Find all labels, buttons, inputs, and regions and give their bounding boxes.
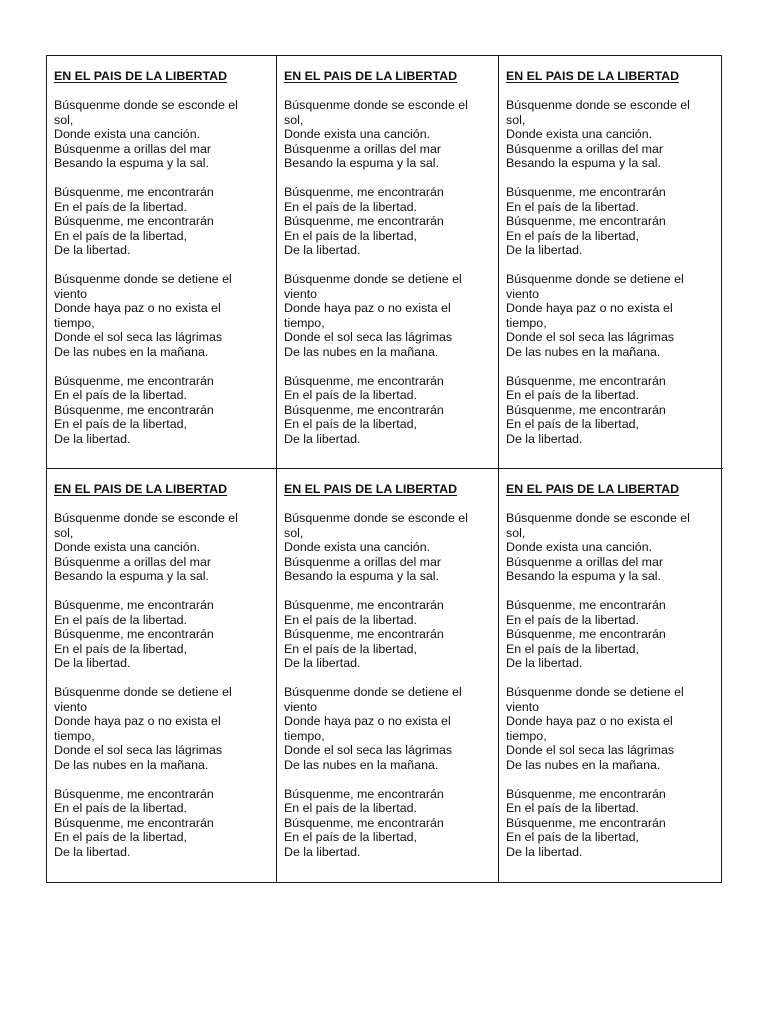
lyric-line: sol, bbox=[506, 525, 526, 540]
song-sheet-grid bbox=[46, 55, 722, 883]
lyric-line: Búsquenme donde se esconde el bbox=[54, 98, 238, 112]
song-lyrics bbox=[284, 511, 492, 859]
lyric-line: Búsquenme, me encontrarán bbox=[54, 402, 214, 417]
lyric-line: Búsquenme, me encontrarán bbox=[284, 402, 444, 417]
lyric-line: De la libertad. bbox=[284, 844, 361, 859]
stanza bbox=[506, 98, 717, 171]
lyric-line: De la libertad. bbox=[54, 844, 131, 859]
lyric-line: tiempo, bbox=[54, 315, 95, 330]
stanza bbox=[284, 98, 492, 171]
lyric-line: En el país de la libertad. bbox=[506, 388, 639, 403]
lyric-line: Búsquenme donde se esconde el bbox=[506, 511, 690, 525]
lyric-line: En el país de la libertad. bbox=[284, 801, 417, 816]
song-lyrics bbox=[54, 511, 270, 859]
lyric-line: Besando la espuma y la sal. bbox=[284, 156, 439, 171]
lyric-line: De la libertad. bbox=[54, 656, 131, 671]
lyric-line: Búsquenme a orillas del mar bbox=[506, 554, 664, 569]
lyric-line: En el país de la libertad, bbox=[506, 830, 639, 845]
song-title: EN EL PAIS DE LA LIBERTAD bbox=[506, 482, 680, 496]
lyric-line: Búsquenme, me encontrarán bbox=[54, 214, 214, 229]
lyric-line: Búsquenme, me encontrarán bbox=[54, 184, 214, 199]
lyric-line: Donde exista una canción. bbox=[54, 127, 201, 142]
lyric-line: Donde exista una canción. bbox=[284, 127, 431, 142]
lyric-line: Búsquenme donde se esconde el bbox=[284, 98, 468, 112]
lyric-line: Donde haya paz o no exista el bbox=[506, 714, 673, 729]
lyric-line: Búsquenme, me encontrarán bbox=[506, 214, 666, 229]
lyric-line: En el país de la libertad. bbox=[54, 199, 187, 214]
song-lyrics bbox=[54, 98, 270, 446]
lyric-line: De las nubes en la mañana. bbox=[54, 757, 209, 772]
lyric-line: sol, bbox=[284, 525, 304, 540]
lyric-line: viento bbox=[506, 286, 540, 301]
song-title: EN EL PAIS DE LA LIBERTAD bbox=[54, 69, 228, 83]
lyric-line: Búsquenme donde se esconde el bbox=[284, 511, 468, 525]
lyric-line: De la libertad. bbox=[54, 431, 131, 446]
lyric-line: Búsquenme, me encontrarán bbox=[54, 627, 214, 642]
lyric-line: Búsquenme, me encontrarán bbox=[284, 597, 444, 612]
lyric-line: sol, bbox=[54, 112, 74, 127]
song-lyrics bbox=[284, 98, 492, 446]
stanza bbox=[54, 98, 270, 171]
lyric-line: Donde el sol seca las lágrimas bbox=[284, 330, 453, 345]
lyric-line: Búsquenme, me encontrarán bbox=[506, 402, 666, 417]
lyric-line: Donde haya paz o no exista el bbox=[54, 714, 221, 729]
lyric-line: De las nubes en la mañana. bbox=[506, 344, 661, 359]
lyric-line: De las nubes en la mañana. bbox=[284, 757, 439, 772]
song-title: EN EL PAIS DE LA LIBERTAD bbox=[284, 69, 458, 83]
lyric-line: Búsquenme, me encontrarán bbox=[506, 597, 666, 612]
lyric-line: En el país de la libertad. bbox=[284, 612, 417, 627]
lyric-line: Búsquenme a orillas del mar bbox=[284, 141, 442, 156]
lyric-line: De la libertad. bbox=[284, 243, 361, 258]
lyric-line: tiempo, bbox=[506, 728, 547, 743]
lyric-line: Búsquenme, me encontrarán bbox=[506, 184, 666, 199]
lyric-line: En el país de la libertad, bbox=[506, 641, 639, 656]
lyric-line: Donde haya paz o no exista el bbox=[54, 301, 221, 316]
stanza bbox=[284, 598, 492, 671]
lyric-line: Donde el sol seca las lágrimas bbox=[284, 743, 453, 758]
lyric-line: En el país de la libertad. bbox=[506, 199, 639, 214]
song-title: EN EL PAIS DE LA LIBERTAD bbox=[506, 69, 680, 83]
lyric-line: viento bbox=[506, 699, 540, 714]
lyric-line: De la libertad. bbox=[506, 844, 583, 859]
lyric-line: Búsquenme, me encontrarán bbox=[54, 597, 214, 612]
lyric-line: tiempo, bbox=[506, 315, 547, 330]
lyric-line: Donde el sol seca las lágrimas bbox=[54, 330, 223, 345]
lyric-line: Donde haya paz o no exista el bbox=[284, 714, 451, 729]
stanza bbox=[54, 685, 270, 773]
lyric-line: Búsquenme, me encontrarán bbox=[284, 627, 444, 642]
song-card bbox=[277, 469, 499, 882]
lyric-line: En el país de la libertad. bbox=[54, 612, 187, 627]
lyric-line: Búsquenme donde se detiene el bbox=[506, 271, 684, 286]
lyric-line: En el país de la libertad, bbox=[54, 830, 187, 845]
song-lyrics bbox=[506, 98, 717, 446]
lyric-line: Donde exista una canción. bbox=[54, 540, 201, 555]
lyric-line: Búsquenme, me encontrarán bbox=[54, 815, 214, 830]
stanza bbox=[284, 272, 492, 360]
lyric-line: sol, bbox=[54, 525, 74, 540]
lyric-line: Búsquenme a orillas del mar bbox=[506, 141, 664, 156]
stanza bbox=[506, 685, 717, 773]
song-title: EN EL PAIS DE LA LIBERTAD bbox=[54, 482, 228, 496]
lyric-line: viento bbox=[54, 286, 88, 301]
lyric-line: Donde el sol seca las lágrimas bbox=[54, 743, 223, 758]
lyric-line: Búsquenme, me encontrarán bbox=[506, 373, 666, 388]
lyric-line: Búsquenme donde se detiene el bbox=[54, 684, 232, 699]
song-card bbox=[47, 56, 277, 469]
stanza bbox=[506, 185, 717, 258]
stanza bbox=[506, 598, 717, 671]
lyric-line: viento bbox=[284, 286, 318, 301]
song-card bbox=[499, 469, 723, 882]
lyric-line: En el país de la libertad, bbox=[54, 417, 187, 432]
stanza bbox=[54, 272, 270, 360]
lyric-line: De las nubes en la mañana. bbox=[506, 757, 661, 772]
lyric-line: Búsquenme donde se esconde el bbox=[54, 511, 238, 525]
lyric-line: En el país de la libertad, bbox=[54, 641, 187, 656]
lyric-line: Búsquenme donde se detiene el bbox=[54, 271, 232, 286]
lyric-line: Búsquenme, me encontrarán bbox=[284, 815, 444, 830]
lyric-line: Donde haya paz o no exista el bbox=[506, 301, 673, 316]
lyric-line: tiempo, bbox=[284, 728, 325, 743]
song-card bbox=[47, 469, 277, 882]
lyric-line: Besando la espuma y la sal. bbox=[54, 569, 209, 584]
lyric-line: Búsquenme, me encontrarán bbox=[506, 815, 666, 830]
lyric-line: Búsquenme, me encontrarán bbox=[54, 786, 214, 801]
lyric-line: De la libertad. bbox=[284, 431, 361, 446]
lyric-line: De la libertad. bbox=[506, 656, 583, 671]
lyric-line: Donde exista una canción. bbox=[506, 127, 653, 142]
lyric-line: En el país de la libertad. bbox=[54, 801, 187, 816]
lyric-line: Búsquenme donde se detiene el bbox=[506, 684, 684, 699]
lyric-line: De la libertad. bbox=[284, 656, 361, 671]
lyric-line: Búsquenme, me encontrarán bbox=[284, 786, 444, 801]
lyric-line: viento bbox=[284, 699, 318, 714]
lyric-line: viento bbox=[54, 699, 88, 714]
lyric-line: En el país de la libertad, bbox=[284, 830, 417, 845]
lyric-line: tiempo, bbox=[284, 315, 325, 330]
lyric-line: Búsquenme, me encontrarán bbox=[284, 214, 444, 229]
lyric-line: Búsquenme, me encontrarán bbox=[506, 786, 666, 801]
lyric-line: Donde el sol seca las lágrimas bbox=[506, 330, 675, 345]
lyric-line: En el país de la libertad. bbox=[284, 388, 417, 403]
lyric-line: Donde haya paz o no exista el bbox=[284, 301, 451, 316]
lyric-line: Búsquenme a orillas del mar bbox=[54, 554, 212, 569]
lyric-line: En el país de la libertad, bbox=[284, 228, 417, 243]
lyric-line: Besando la espuma y la sal. bbox=[506, 569, 661, 584]
stanza bbox=[54, 185, 270, 258]
stanza bbox=[54, 787, 270, 860]
lyric-line: tiempo, bbox=[54, 728, 95, 743]
lyric-line: En el país de la libertad, bbox=[54, 228, 187, 243]
lyric-line: Besando la espuma y la sal. bbox=[54, 156, 209, 171]
lyric-line: De las nubes en la mañana. bbox=[284, 344, 439, 359]
lyric-line: Búsquenme donde se esconde el bbox=[506, 98, 690, 112]
lyric-line: Búsquenme a orillas del mar bbox=[284, 554, 442, 569]
song-lyrics bbox=[506, 511, 717, 859]
song-card bbox=[277, 56, 499, 469]
lyric-line: En el país de la libertad, bbox=[506, 417, 639, 432]
lyric-line: De la libertad. bbox=[54, 243, 131, 258]
lyric-line: Búsquenme donde se detiene el bbox=[284, 271, 462, 286]
stanza bbox=[284, 185, 492, 258]
lyric-line: De la libertad. bbox=[506, 431, 583, 446]
lyric-line: sol, bbox=[506, 112, 526, 127]
lyric-line: De la libertad. bbox=[506, 243, 583, 258]
lyric-line: sol, bbox=[284, 112, 304, 127]
lyric-line: En el país de la libertad, bbox=[284, 641, 417, 656]
stanza bbox=[54, 374, 270, 447]
stanza bbox=[506, 272, 717, 360]
song-card bbox=[499, 56, 723, 469]
lyric-line: Besando la espuma y la sal. bbox=[506, 156, 661, 171]
lyric-line: En el país de la libertad. bbox=[506, 612, 639, 627]
stanza bbox=[54, 598, 270, 671]
stanza bbox=[506, 374, 717, 447]
stanza bbox=[506, 511, 717, 584]
stanza bbox=[284, 374, 492, 447]
lyric-line: En el país de la libertad, bbox=[506, 228, 639, 243]
lyric-line: Donde exista una canción. bbox=[506, 540, 653, 555]
stanza bbox=[284, 511, 492, 584]
lyric-line: Búsquenme, me encontrarán bbox=[506, 627, 666, 642]
lyric-line: En el país de la libertad, bbox=[284, 417, 417, 432]
lyric-line: En el país de la libertad. bbox=[54, 388, 187, 403]
lyric-line: Búsquenme, me encontrarán bbox=[284, 373, 444, 388]
lyric-line: Donde exista una canción. bbox=[284, 540, 431, 555]
lyric-line: En el país de la libertad. bbox=[506, 801, 639, 816]
lyric-line: En el país de la libertad. bbox=[284, 199, 417, 214]
song-title: EN EL PAIS DE LA LIBERTAD bbox=[284, 482, 458, 496]
lyric-line: Búsquenme a orillas del mar bbox=[54, 141, 212, 156]
stanza bbox=[284, 685, 492, 773]
stanza bbox=[54, 511, 270, 584]
lyric-line: De las nubes en la mañana. bbox=[54, 344, 209, 359]
stanza bbox=[284, 787, 492, 860]
lyric-line: Donde el sol seca las lágrimas bbox=[506, 743, 675, 758]
lyric-line: Búsquenme, me encontrarán bbox=[54, 373, 214, 388]
lyric-line: Besando la espuma y la sal. bbox=[284, 569, 439, 584]
stanza bbox=[506, 787, 717, 860]
lyric-line: Búsquenme, me encontrarán bbox=[284, 184, 444, 199]
lyric-line: Búsquenme donde se detiene el bbox=[284, 684, 462, 699]
